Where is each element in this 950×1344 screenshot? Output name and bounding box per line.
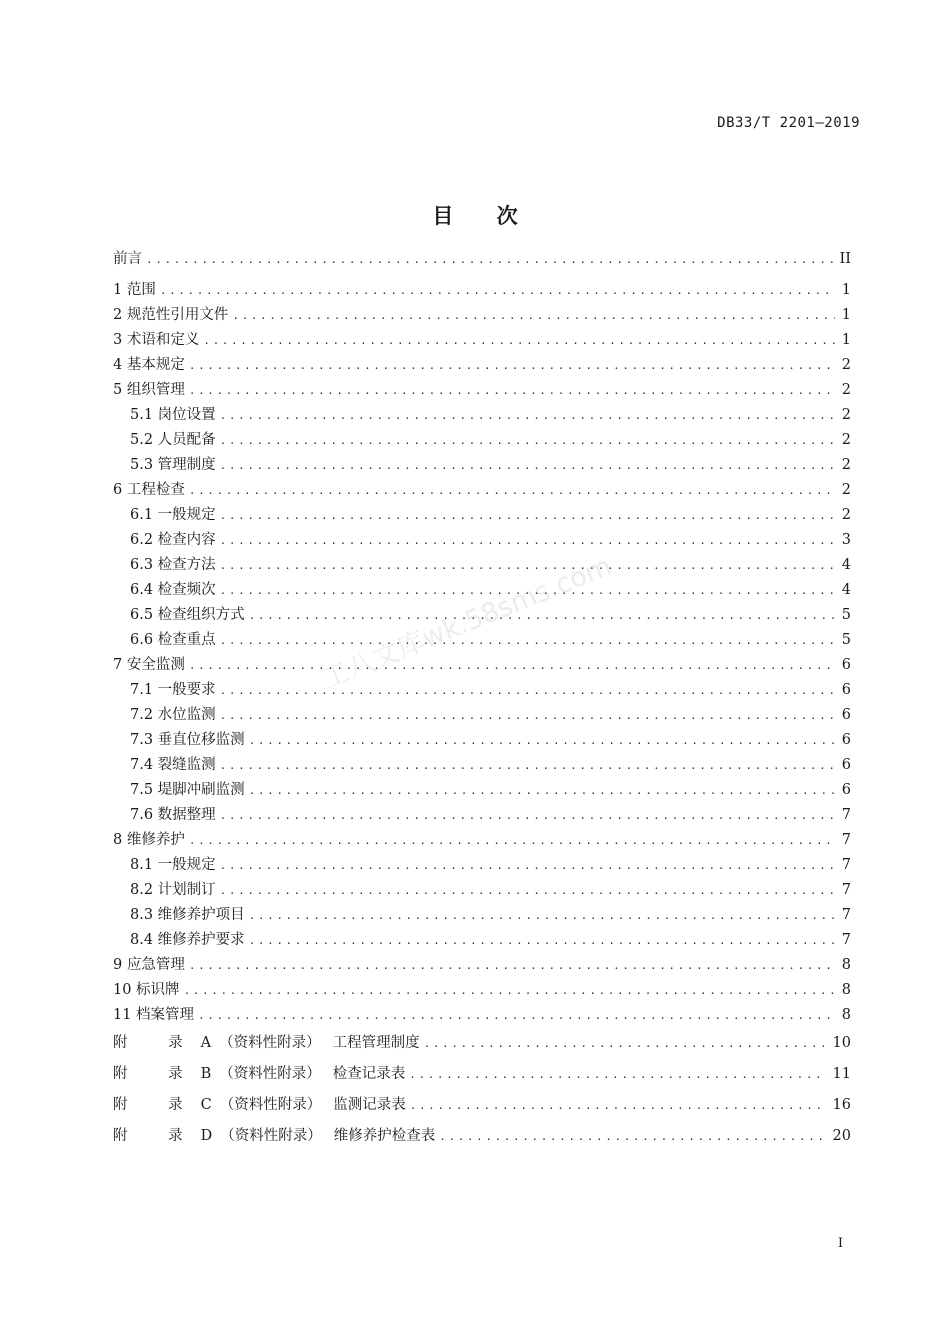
toc-entry-page: 4 bbox=[841, 582, 851, 598]
appendix-prefix: 附 录 bbox=[113, 1066, 201, 1082]
toc-dot-leader bbox=[220, 878, 835, 903]
toc-entry[interactable] bbox=[113, 878, 851, 903]
toc-entry-page: 2 bbox=[841, 407, 851, 423]
toc-dot-leader bbox=[146, 249, 834, 271]
toc-entry[interactable] bbox=[113, 928, 851, 953]
toc-dot-leader bbox=[249, 603, 835, 628]
appendix-letter: A bbox=[200, 1035, 212, 1051]
appendix-type: （资料性附录） bbox=[219, 1035, 321, 1051]
appendix-prefix: 附 录 bbox=[113, 1035, 201, 1051]
toc-entry-page: 6 bbox=[841, 682, 851, 698]
toc-dot-leader bbox=[249, 928, 835, 953]
page-title: 目 次 bbox=[432, 204, 536, 228]
toc-entry-label: 2 规范性引用文件 bbox=[113, 307, 229, 323]
toc-entry-label: 8.2 计划制订 bbox=[130, 882, 216, 898]
appendix-title: 工程管理制度 bbox=[332, 1035, 420, 1051]
toc-entry[interactable] bbox=[113, 778, 851, 803]
table-of-contents bbox=[113, 248, 851, 1152]
toc-entry[interactable] bbox=[113, 653, 851, 678]
toc-entry-page: 8 bbox=[841, 982, 851, 998]
toc-entry[interactable] bbox=[113, 303, 851, 328]
toc-entry-page: 16 bbox=[832, 1097, 851, 1113]
toc-entry-label: 7.1 一般要求 bbox=[130, 682, 216, 698]
toc-entry-label: 6.4 检查频次 bbox=[130, 582, 216, 598]
toc-entry-label: 7.6 数据整理 bbox=[130, 807, 216, 823]
toc-dot-leader bbox=[189, 478, 835, 503]
toc-entry[interactable] bbox=[113, 753, 851, 778]
toc-entry-page: 8 bbox=[841, 957, 851, 973]
watermark: 工八文库wk.58sms.com bbox=[317, 550, 617, 696]
toc-appendix-label bbox=[113, 1090, 406, 1121]
toc-entry-page: 3 bbox=[841, 532, 851, 548]
toc-entry-page: 6 bbox=[841, 657, 851, 673]
toc-entry[interactable] bbox=[113, 803, 851, 828]
toc-entry-label: 11 档案管理 bbox=[113, 1007, 195, 1023]
toc-entry-label: 5.1 岗位设置 bbox=[130, 407, 216, 423]
toc-dot-leader bbox=[424, 1028, 827, 1059]
toc-dot-leader bbox=[249, 903, 835, 928]
toc-entry-page: 5 bbox=[841, 632, 851, 648]
toc-dot-leader bbox=[160, 278, 835, 303]
toc-dot-leader bbox=[220, 403, 835, 428]
toc-entry[interactable] bbox=[113, 453, 851, 478]
appendix-title: 维修养护检查表 bbox=[333, 1128, 436, 1144]
toc-entry-label: 6.6 检查重点 bbox=[130, 632, 216, 648]
toc-dot-leader bbox=[409, 1059, 826, 1090]
toc-entry-label: 前言 bbox=[113, 251, 142, 267]
toc-dot-leader bbox=[220, 803, 835, 828]
toc-entry-page: 2 bbox=[841, 382, 851, 398]
toc-entry-label: 6.5 检查组织方式 bbox=[130, 607, 245, 623]
toc-entry-label: 8.3 维修养护项目 bbox=[130, 907, 245, 923]
appendix-letter: D bbox=[200, 1128, 213, 1144]
toc-entry-label: 10 标识牌 bbox=[113, 982, 180, 998]
toc-entry-label: 8.1 一般规定 bbox=[130, 857, 216, 873]
toc-entry[interactable] bbox=[113, 403, 851, 428]
toc-dot-leader bbox=[189, 653, 835, 678]
toc-entry-page: 2 bbox=[841, 357, 851, 373]
appendix-title: 监测记录表 bbox=[333, 1097, 406, 1113]
toc-dot-leader bbox=[220, 753, 835, 778]
toc-appendix-label bbox=[113, 1059, 405, 1090]
toc-dot-leader bbox=[220, 628, 835, 653]
toc-entry-label: 7.3 垂直位移监测 bbox=[130, 732, 245, 748]
toc-dot-leader bbox=[189, 828, 835, 853]
toc-entry-label: 7.4 裂缝监测 bbox=[130, 757, 216, 773]
toc-entry[interactable] bbox=[113, 678, 851, 703]
toc-entry-page: 7 bbox=[841, 907, 851, 923]
toc-dot-leader bbox=[220, 678, 835, 703]
toc-dot-leader bbox=[198, 1003, 835, 1028]
toc-entry[interactable] bbox=[113, 978, 851, 1003]
toc-entry-label: 6 工程检查 bbox=[113, 482, 185, 498]
appendix-letter: C bbox=[200, 1097, 212, 1113]
toc-entry[interactable] bbox=[113, 578, 851, 603]
toc-entry-label: 7.2 水位监测 bbox=[130, 707, 216, 723]
toc-entry-page: II bbox=[839, 251, 851, 267]
toc-entry-page: 8 bbox=[841, 1007, 851, 1023]
toc-entry-label: 1 范围 bbox=[113, 282, 156, 298]
toc-appendix-label bbox=[113, 1121, 435, 1152]
toc-dot-leader bbox=[220, 428, 835, 453]
toc-entry[interactable] bbox=[113, 828, 851, 853]
toc-entry-page: 6 bbox=[841, 782, 851, 798]
toc-entry[interactable] bbox=[113, 328, 851, 353]
toc-appendix-label bbox=[113, 1028, 420, 1059]
toc-entry-label: 3 术语和定义 bbox=[113, 332, 200, 348]
toc-dot-leader bbox=[220, 503, 835, 528]
toc-entry[interactable] bbox=[113, 248, 851, 278]
toc-entry-page: 20 bbox=[832, 1128, 851, 1144]
toc-entry[interactable] bbox=[113, 378, 851, 403]
toc-dot-leader bbox=[249, 778, 835, 803]
toc-dot-leader bbox=[189, 378, 835, 403]
toc-entry[interactable] bbox=[113, 428, 851, 453]
toc-dot-leader bbox=[232, 303, 835, 328]
toc-dot-leader bbox=[189, 353, 835, 378]
toc-appendix-entry[interactable] bbox=[113, 1059, 851, 1090]
toc-entry-page: 10 bbox=[832, 1035, 851, 1051]
toc-entry-label: 9 应急管理 bbox=[113, 957, 185, 973]
toc-dot-leader bbox=[249, 728, 835, 753]
toc-dot-leader bbox=[189, 953, 835, 978]
document-code: DB33/T 2201—2019 bbox=[717, 115, 860, 131]
toc-entry-page: 2 bbox=[841, 507, 851, 523]
toc-entry[interactable] bbox=[113, 278, 851, 303]
toc-entry-label: 5.3 管理制度 bbox=[130, 457, 216, 473]
toc-dot-leader bbox=[184, 978, 835, 1003]
toc-entry-page: 5 bbox=[841, 607, 851, 623]
toc-entry-page: 11 bbox=[832, 1066, 851, 1082]
toc-entry[interactable] bbox=[113, 478, 851, 503]
toc-entry-page: 7 bbox=[841, 807, 851, 823]
toc-dot-leader bbox=[220, 578, 835, 603]
toc-entry-page: 6 bbox=[841, 707, 851, 723]
toc-dot-leader bbox=[203, 328, 835, 353]
toc-entry-label: 6.1 一般规定 bbox=[130, 507, 216, 523]
toc-entry-page: 2 bbox=[841, 482, 851, 498]
toc-entry[interactable] bbox=[113, 553, 851, 578]
toc-entry-page: 1 bbox=[841, 307, 851, 323]
appendix-type: （资料性附录） bbox=[219, 1097, 322, 1113]
toc-appendix-entry[interactable] bbox=[113, 1090, 851, 1121]
toc-entry-page: 2 bbox=[841, 432, 851, 448]
toc-entry-label: 4 基本规定 bbox=[113, 357, 185, 373]
toc-entry-page: 4 bbox=[841, 557, 851, 573]
toc-dot-leader bbox=[410, 1090, 827, 1121]
toc-entry-page: 7 bbox=[841, 857, 851, 873]
toc-dot-leader bbox=[220, 553, 835, 578]
toc-entry-page: 7 bbox=[841, 932, 851, 948]
toc-entry[interactable] bbox=[113, 353, 851, 378]
toc-entry-label: 5 组织管理 bbox=[113, 382, 185, 398]
toc-appendix-entry[interactable] bbox=[113, 1121, 851, 1152]
appendix-type: （资料性附录） bbox=[219, 1066, 321, 1082]
toc-dot-leader bbox=[439, 1121, 826, 1152]
toc-entry-label: 6.2 检查内容 bbox=[130, 532, 216, 548]
toc-entry-page: 1 bbox=[841, 332, 851, 348]
toc-entry[interactable] bbox=[113, 703, 851, 728]
toc-entry[interactable] bbox=[113, 953, 851, 978]
toc-entry-page: 6 bbox=[841, 757, 851, 773]
toc-entry[interactable] bbox=[113, 728, 851, 753]
toc-entry[interactable] bbox=[113, 1003, 851, 1028]
toc-entry-page: 7 bbox=[841, 832, 851, 848]
toc-dot-leader bbox=[220, 703, 835, 728]
appendix-letter: B bbox=[200, 1066, 212, 1082]
appendix-prefix: 附 录 bbox=[113, 1128, 201, 1144]
toc-entry[interactable] bbox=[113, 853, 851, 878]
toc-entry[interactable] bbox=[113, 528, 851, 553]
toc-entry-label: 8 维修养护 bbox=[113, 832, 185, 848]
appendix-title: 检查记录表 bbox=[332, 1066, 406, 1082]
toc-entry-page: 2 bbox=[841, 457, 851, 473]
toc-dot-leader bbox=[220, 453, 835, 478]
toc-entry-label: 7.5 堤脚冲刷监测 bbox=[130, 782, 245, 798]
toc-entry[interactable] bbox=[113, 503, 851, 528]
toc-entry-label: 6.3 检查方法 bbox=[130, 557, 216, 573]
toc-entry-label: 5.2 人员配备 bbox=[130, 432, 216, 448]
toc-dot-leader bbox=[220, 528, 835, 553]
appendix-type: （资料性附录） bbox=[220, 1128, 322, 1144]
toc-entry-page: 1 bbox=[841, 282, 851, 298]
footer-page-number: I bbox=[837, 1236, 843, 1251]
toc-entry-page: 7 bbox=[841, 882, 851, 898]
toc-dot-leader bbox=[220, 853, 835, 878]
toc-appendix-entry[interactable] bbox=[113, 1028, 851, 1059]
toc-entry[interactable] bbox=[113, 628, 851, 653]
toc-entry-label: 8.4 维修养护要求 bbox=[130, 932, 245, 948]
toc-entry-label: 7 安全监测 bbox=[113, 657, 185, 673]
toc-entry[interactable] bbox=[113, 603, 851, 628]
toc-entry[interactable] bbox=[113, 903, 851, 928]
toc-entry-page: 6 bbox=[841, 732, 851, 748]
appendix-prefix: 附 录 bbox=[113, 1097, 201, 1113]
